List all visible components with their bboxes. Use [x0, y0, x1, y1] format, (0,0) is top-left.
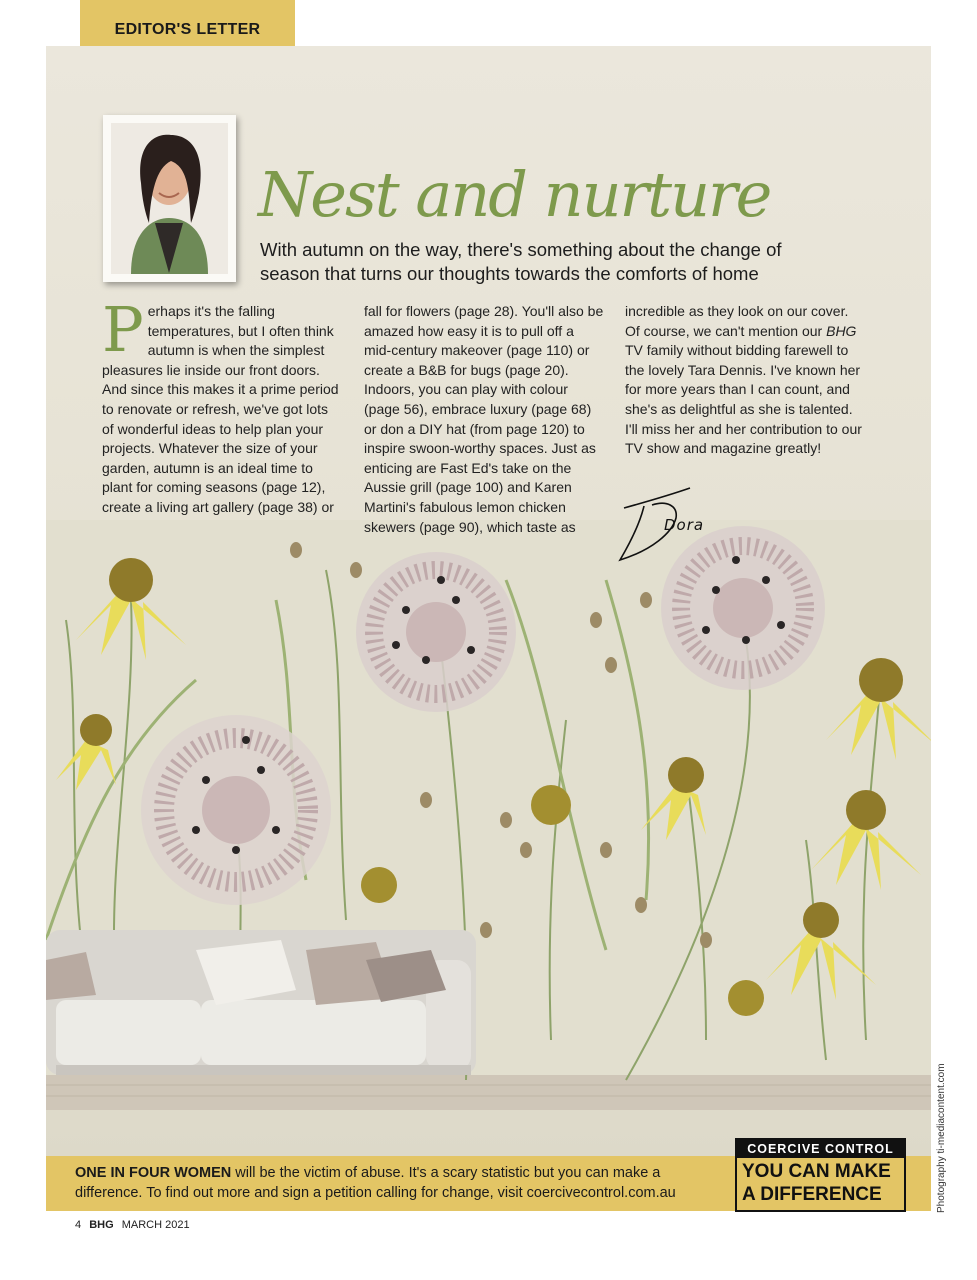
photo-credit: Photography ti-mediacontent.com: [936, 1063, 947, 1213]
callout-main-text: YOU CAN MAKE A DIFFERENCE: [742, 1161, 891, 1205]
body-text-col3a: incredible as they look on our cover. Of course, we can't mention our: [625, 303, 849, 339]
signature-text: Dora: [664, 516, 705, 534]
flower-wall-image: [46, 520, 931, 1110]
page-folio: [75, 1219, 190, 1231]
body-text-col1: erhaps it's the falling temperatures, but I often think autumn is when the simplest pleasures lie inside our front doors. And since this makes it a prime period to renovate or refresh, we've got lots of wonderful ideas to help plan your projects. Whatever the size of your garden, autumn is an ideal time to plant for coming seasons (page 12), create a living art gallery (page 38) or: [102, 303, 339, 515]
issue-date: MARCH 2021: [121, 1219, 190, 1231]
body-column-3: [625, 302, 865, 459]
magazine-name: BHG: [89, 1219, 114, 1231]
body-text-col3b: TV family without bidding farewell to the lovely Tara Dennis. I've known her for more years than I can count, and she's as delightful as she is talented. I'll miss her and her contribution to our TV show and magazine greatly!: [625, 342, 862, 457]
coercive-control-callout: [735, 1138, 906, 1212]
body-column-2: [364, 302, 604, 537]
body-text-col2: fall for flowers (page 28). You'll also be amazed how easy it is to pull off a mid-century makeover (page 110) or create a B&B for bugs (page 20). Indoors, you can play with colour (page 56), embrace luxury (page 68) or don a DIY hat (from page 120) to inspire swoon-worthy spaces. Just as enticing are Fast Ed's take on the Aussie grill (page 100) and Karen Martini's fabulous lemon chicken skewers (page 90), which taste as: [364, 303, 604, 535]
editor-signature: [612, 478, 732, 568]
editor-portrait-photo: [103, 115, 236, 282]
callout-top-label: COERCIVE CONTROL: [737, 1140, 904, 1158]
headline: Nest and nurture: [258, 158, 771, 231]
drop-cap: P: [102, 293, 144, 366]
body-text-bhg-italic: BHG: [826, 322, 857, 339]
section-tag: EDITOR'S LETTER: [80, 0, 295, 60]
body-column-1: [102, 293, 342, 518]
standfirst: With autumn on the way, there's something about the change of season that turns our thoughts towards the comforts of home: [260, 239, 782, 284]
petition-banner-text: [75, 1163, 715, 1203]
editor-portrait-image: [111, 123, 228, 274]
banner-lead: ONE IN FOUR WOMEN: [75, 1165, 232, 1181]
page-number: 4: [75, 1219, 82, 1231]
banner-body: will be the victim of abuse. It's a scary statistic but you can make a difference. To find out more and sign a petition calling for change, visit coercivecontrol.com.au: [75, 1165, 676, 1201]
